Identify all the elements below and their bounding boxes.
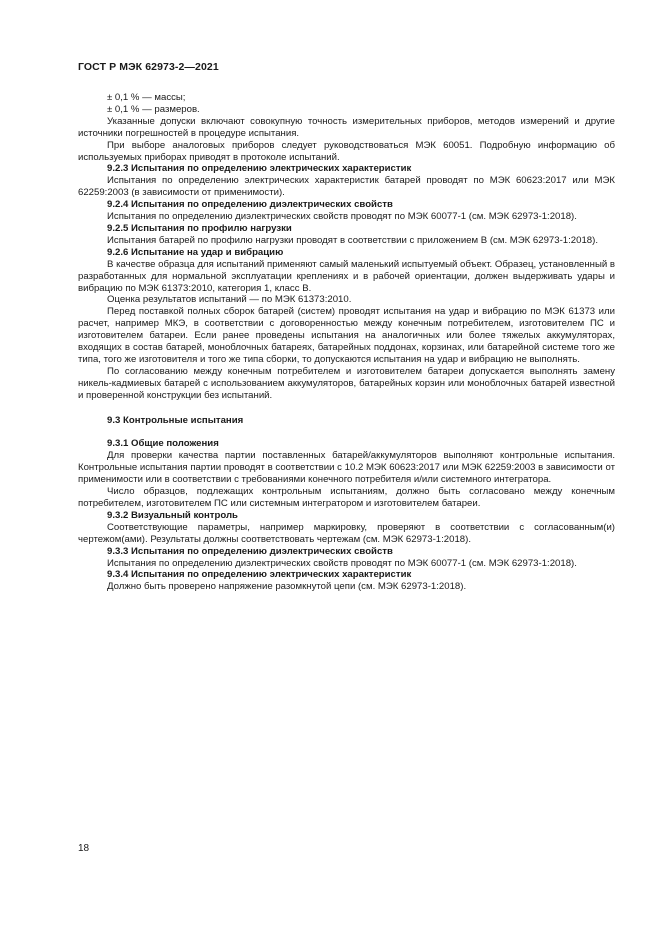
heading-9-3-1: 9.3.1 Общие положения (107, 438, 219, 450)
paragraph-9-3-2: Соответствующие параметры, например маркировку, проверяют в соответствии с согласованным(и) чертежом(ами). Результаты должны соответствовать чертежам (см. МЭК 62973-1:2018). (78, 521, 615, 545)
paragraph-analog-instruments: При выборе аналоговых приборов следует руководствоваться МЭК 60051. Подробную информацию об используемых приборах приводят в протоколе испытаний. (78, 139, 615, 163)
heading-9-3-4: 9.3.4 Испытания по определению электрических характеристик (107, 569, 412, 581)
paragraph-9-3-3: Испытания по определению диэлектрических свойств проводят по МЭК 60077-1 (см. МЭК 62973-1:2018). (107, 557, 577, 569)
paragraph-9-2-6-sample: В качестве образца для испытаний применяют самый маленький испытуемый объект. Образец, установленный в разработанных для нормальной эксплуатации креплениях и в рабочей ориентации, должен выдерживать удары и вибрацию по МЭК 61373:2010, категория 1, класс В. (78, 258, 615, 294)
page-header: ГОСТ Р МЭК 62973-2—2021 (78, 61, 219, 73)
paragraph-9-2-6-delivery: Перед поставкой полных сборок батарей (систем) проводят испытания на удар и вибрацию по МЭК 61373 или расчет, например МКЭ, в соответствии с договоренностью между конечным потребителем, изготовителем ПС и изготовителем батареи. Если ранее проведены испытания на аналогичных или более тяжелых аккумуляторах, входящих в состав батарей, моноблочных батареях, батарейных поддонах, корзинах, или батарейной системе того же типа, того же изготовителя и того же типа сборки, то допускаются испытания на удар и вибрацию не выполнять. (78, 306, 615, 365)
heading-9-3-3: 9.3.3 Испытания по определению диэлектрических свойств (107, 545, 393, 557)
document-body (78, 92, 615, 593)
paragraph-9-2-6-replacement: По согласованию между конечным потребителем и изготовителем батареи допускается выполнять замену никель-кадмиевых батарей с использованием аккумуляторов, батарейных корзин или моноблочных батарей известной и проверенной конструкции без испытаний. (78, 365, 615, 401)
page-number: 18 (78, 843, 90, 854)
heading-9-2-6: 9.2.6 Испытание на удар и вибрацию (107, 246, 284, 258)
paragraph-tolerance-mass: ± 0,1 % — массы; (107, 92, 186, 103)
paragraph-tolerances-note: Указанные допуски включают совокупную точность измерительных приборов, методов измерений и другие источники погрешностей в процедуре испытания. (78, 115, 615, 139)
paragraph-9-2-4: Испытания по определению диэлектрических свойств проводят по МЭК 60077-1 (см. МЭК 62973-1:2018). (107, 211, 577, 223)
paragraph-9-3-1-quality: Для проверки качества партии поставленных батарей/аккумуляторов выполняют контрольные испытания. Контрольные испытания партии проводят в соответствии с 10.2 МЭК 60623:2017 или МЭК 62259:2003 в зависимости от применимости или в соответствии с требованиями конечного потребителя и/или системного интегратора. (78, 450, 615, 486)
paragraph-9-2-6-evaluation: Оценка результатов испытаний — по МЭК 61373:2010. (107, 294, 352, 306)
heading-9-3: 9.3 Контрольные испытания (107, 414, 244, 426)
paragraph-9-2-3: Испытания по определению электрических характеристик батарей проводят по МЭК 60623:2017 или МЭК 62259:2003 (в зависимости от применимости). (78, 175, 615, 199)
paragraph-9-2-5: Испытания батарей по профилю нагрузки проводят в соответствии с приложением В (см. МЭК 62973-1:2018). (107, 234, 598, 246)
heading-9-2-5: 9.2.5 Испытания по профилю нагрузки (107, 222, 292, 234)
heading-9-3-2: 9.3.2 Визуальный контроль (107, 509, 238, 521)
heading-9-2-4: 9.2.4 Испытания по определению диэлектрических свойств (107, 199, 393, 211)
heading-9-2-3: 9.2.3 Испытания по определению электрических характеристик (107, 163, 412, 175)
paragraph-tolerance-size: ± 0,1 % — размеров. (107, 103, 200, 115)
paragraph-9-3-1-samples: Число образцов, подлежащих контрольным испытаниям, должно быть согласовано между конечным потребителем, изготовителем ПС или системным интегратором и изготовителем батареи. (78, 486, 615, 509)
paragraph-9-3-4: Должно быть проверено напряжение разомкнутой цепи (см. МЭК 62973-1:2018). (107, 581, 467, 593)
